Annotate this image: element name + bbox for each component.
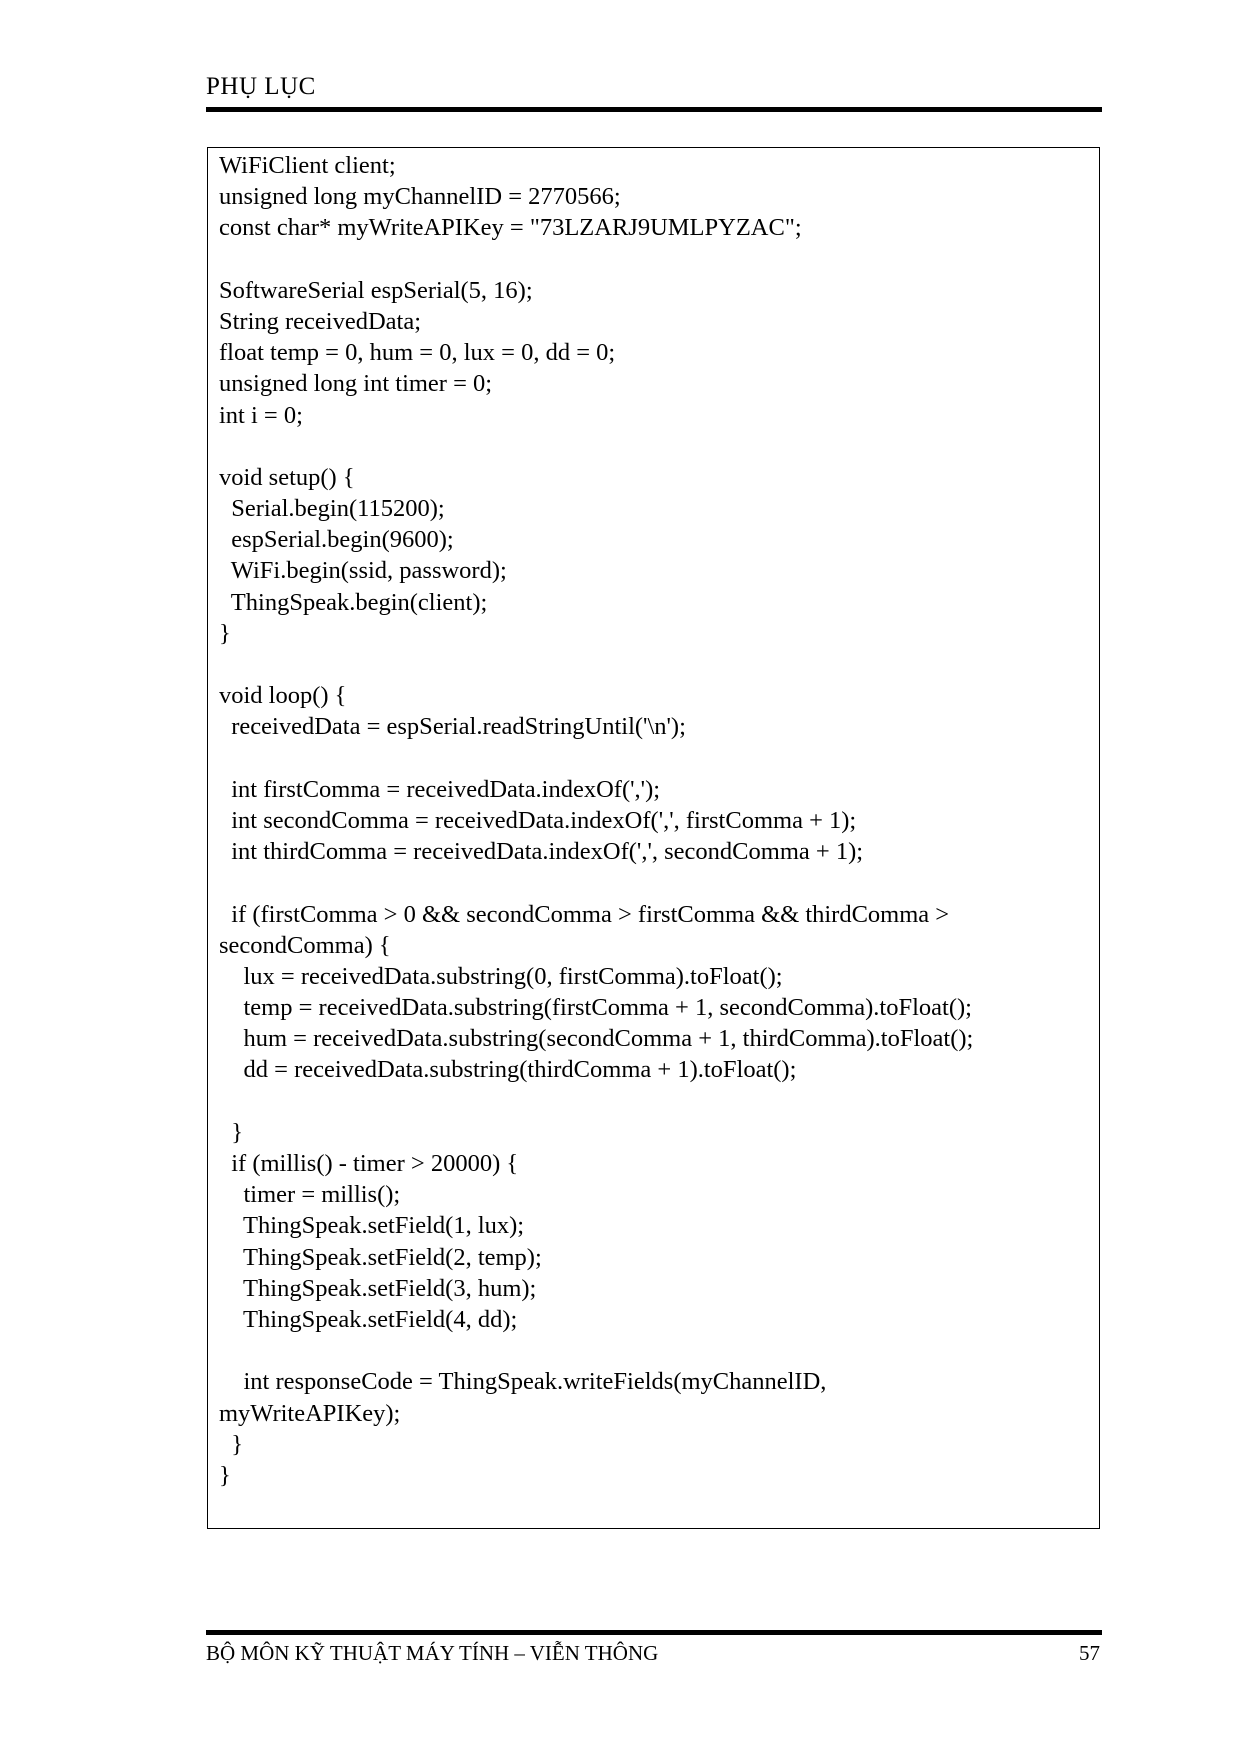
code-line: unsigned long myChannelID = 2770566; xyxy=(219,183,621,211)
code-line: int firstComma = receivedData.indexOf(','); xyxy=(219,775,661,803)
code-line: String receivedData; xyxy=(219,307,422,335)
code-line: } xyxy=(219,619,231,647)
footer-divider xyxy=(206,1630,1102,1635)
code-line: if (firstComma > 0 && secondComma > firstComma && thirdComma > xyxy=(219,900,950,928)
code-line: ThingSpeak.setField(2, temp); xyxy=(219,1243,542,1271)
page-header-title: PHỤ LỤC xyxy=(206,73,316,100)
code-line xyxy=(219,244,1089,275)
code-line: ThingSpeak.setField(1, lux); xyxy=(219,1212,525,1240)
code-line: int thirdComma = receivedData.indexOf(',', secondComma + 1); xyxy=(219,838,864,866)
code-line: float temp = 0, hum = 0, lux = 0, dd = 0; xyxy=(219,339,616,367)
header-divider xyxy=(206,107,1102,112)
code-line: receivedData = espSerial.readStringUntil('\n'); xyxy=(219,713,686,741)
code-line: const char* myWriteAPIKey = "73LZARJ9UMLPYZAC"; xyxy=(219,214,802,242)
code-line xyxy=(219,867,1089,898)
code-line: ThingSpeak.setField(4, dd); xyxy=(219,1305,518,1333)
footer-department: BỘ MÔN KỸ THUẬT MÁY TÍNH – VIỄN THÔNG xyxy=(206,1641,659,1665)
code-line: Serial.begin(115200); xyxy=(219,495,445,523)
code-line: ThingSpeak.setField(3, hum); xyxy=(219,1274,537,1302)
code-line: void loop() { xyxy=(219,682,347,710)
page-number: 57 xyxy=(1079,1641,1100,1665)
code-line: timer = millis(); xyxy=(219,1181,401,1209)
code-line: secondComma) { xyxy=(219,931,391,959)
code-listing xyxy=(219,150,1089,1491)
code-line: } xyxy=(219,1430,244,1458)
code-line: SoftwareSerial espSerial(5, 16); xyxy=(219,276,533,304)
code-line xyxy=(219,431,1089,462)
code-line: void setup() { xyxy=(219,463,355,491)
code-line xyxy=(219,649,1089,680)
code-line: lux = receivedData.substring(0, firstComma).toFloat(); xyxy=(219,962,783,990)
code-line: unsigned long int timer = 0; xyxy=(219,370,493,398)
code-line: } xyxy=(219,1118,244,1146)
code-line: temp = receivedData.substring(firstComma + 1, secondComma).toFloat(); xyxy=(219,994,972,1022)
code-line: dd = receivedData.substring(thirdComma + 1).toFloat(); xyxy=(219,1056,797,1084)
code-line: int secondComma = receivedData.indexOf(',', firstComma + 1); xyxy=(219,806,857,834)
code-line xyxy=(219,1086,1089,1117)
code-line: hum = receivedData.substring(secondComma + 1, thirdComma).toFloat(); xyxy=(219,1025,974,1053)
code-line: } xyxy=(219,1461,231,1489)
code-line: WiFi.begin(ssid, password); xyxy=(219,557,507,585)
code-line: if (millis() - timer > 20000) { xyxy=(219,1150,519,1177)
code-line xyxy=(219,743,1089,774)
code-line xyxy=(219,1335,1089,1366)
code-line: espSerial.begin(9600); xyxy=(219,526,454,554)
code-line: myWriteAPIKey); xyxy=(219,1399,401,1427)
code-line: int responseCode = ThingSpeak.writeFields(myChannelID, xyxy=(219,1368,827,1396)
code-line: ThingSpeak.begin(client); xyxy=(219,588,488,616)
code-line: WiFiClient client; xyxy=(219,152,396,179)
code-line: int i = 0; xyxy=(219,401,303,429)
